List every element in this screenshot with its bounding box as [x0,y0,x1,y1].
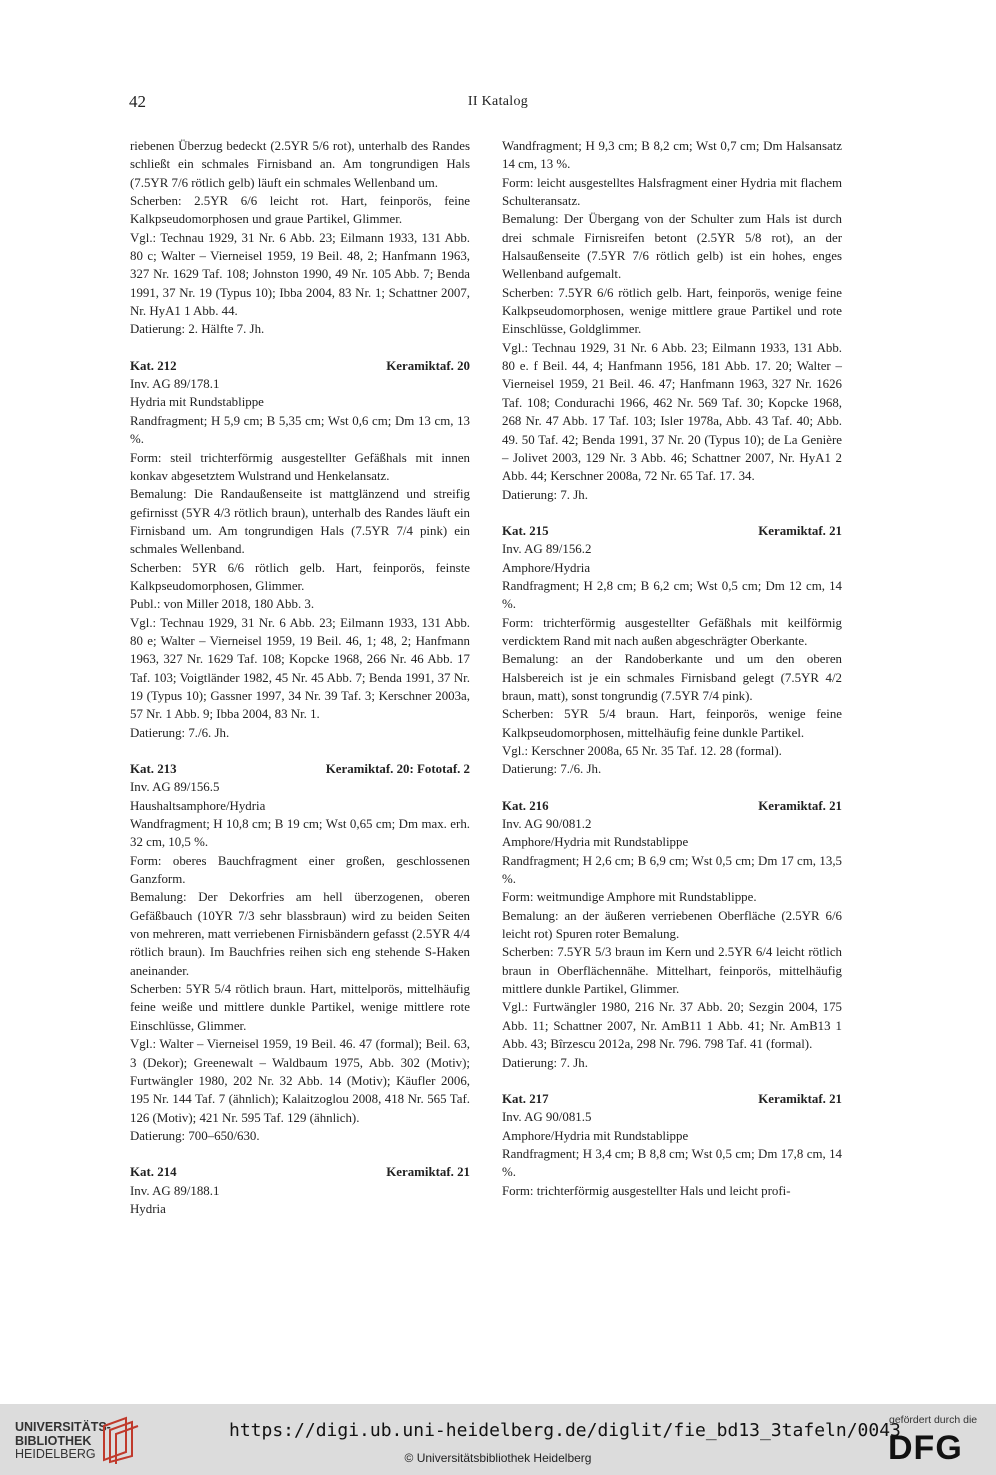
paragraph: Randfragment; H 2,8 cm; B 6,2 cm; Wst 0,5 cm; Dm 12 cm, 14 %. [502,578,842,612]
paragraph: Scherben: 7.5YR 5/3 braun im Kern und 2.5YR 6/4 leicht rötlich braun in Oberflächennähe. Mittelhart, feinporös, mittelhäufig mittlere dunkle Partikel, Glimmer. [502,945,842,997]
entry-plate-ref: Keramiktaf. 21 [758,798,842,813]
paragraph: Scherben: 5YR 5/4 rötlich braun. Hart, mittelporös, mittelhäufig feine weiße und mittlere dunkle Partikel, wenige mittlere rote Einschlüsse, Glimmer. [130,982,470,1033]
paragraph: Wandfragment; H 9,3 cm; B 8,2 cm; Wst 0,7 cm; Dm Halsansatz 14 cm, 13 %. [502,139,842,172]
paragraph: Hydria [130,1201,166,1216]
left-column [130,137,470,1218]
copyright-notice: © Universitätsbibliothek Heidelberg [404,1451,592,1465]
library-name-line2: BIBLIOTHEK [15,1433,92,1448]
entry-number: Kat. 216 [502,798,549,813]
paragraph: Inv. AG 89/178.1 [130,377,220,392]
paragraph: Randfragment; H 2,6 cm; B 6,9 cm; Wst 0,5 cm; Dm 17 cm, 13,5 %. [502,853,842,887]
paragraph: Amphore/Hydria mit Rundstablippe [502,835,689,850]
paragraph: Datierung: 700–650/630. [130,1128,260,1143]
catalog-entry-214 [130,1163,470,1218]
running-head: II Katalog [467,94,529,109]
right-column [502,137,842,1200]
dfg-logo[interactable]: DFG [888,1429,963,1467]
paragraph: Datierung: 7./6. Jh. [130,725,230,740]
entry-plate-ref: Keramiktaf. 21 [386,1165,470,1180]
entry-number: Kat. 212 [130,358,177,373]
entry-plate-ref: Keramiktaf. 21 [758,1091,842,1106]
paragraph: Inv. AG 89/156.2 [502,542,592,557]
paragraph: Inv. AG 90/081.2 [502,817,592,832]
funding-label: gefördert durch die [889,1414,978,1426]
paragraph: Datierung: 7./6. Jh. [502,762,602,777]
page-number: 42 [129,92,146,111]
paragraph: Vgl.: Furtwängler 1980, 216 Nr. 37 Abb. 20; Sezgin 2004, 175 Abb. 11; Schattner 2007, Nr. AmB11 1 Abb. 41; Nr. AmB13 1 Abb. 43; Bîrzescu 2012a, 298 Nr. 796. 798 Taf. 41 (formal). [502,1000,842,1052]
paragraph: Scherben: 7.5YR 6/6 rötlich gelb. Hart, feinporös, wenige feine Kalkpseudomorphosen, wenige mittlere graue Partikel und rote Einschlüsse, Goldglimmer. [502,285,842,337]
paragraph: Amphore/Hydria [502,560,591,575]
paragraph: Form: weitmundige Amphore mit Rundstablippe. [502,890,757,905]
paragraph: Hydria mit Rundstablippe [130,395,264,410]
paragraph: Randfragment; H 5,9 cm; B 5,35 cm; Wst 0,6 cm; Dm 13 cm, 13 %. [130,413,470,447]
continuation-block [502,137,842,504]
paragraph: Datierung: 2. Hälfte 7. Jh. [130,322,265,337]
entry-plate-ref: Keramiktaf. 20: Fototaf. 2 [325,762,470,776]
entry-heading [130,760,470,778]
paragraph: Form: trichterförmig ausgestellter Gefäßhals mit keilförmig verdicktem Rand mit nach außen abgeschrägter Oberkante. [502,615,842,648]
entry-heading [502,522,842,540]
entry-heading [502,1090,842,1108]
paragraph: Bemalung: an der Randoberkante und um den oberen Halsbereich ist je ein schmales Firnisband gelegt (7.5YR 4/2 braun, matt), sonst tongrundig (7.5YR 7/4 pink). [502,652,842,703]
paragraph: Scherben: 2.5YR 6/6 leicht rot. Hart, feinporös, feine Kalkpseudomorphosen und graue Partikel, Glimmer. [130,194,470,227]
entry-plate-ref: Keramiktaf. 20 [386,358,470,373]
paragraph: Vgl.: Kerschner 2008a, 65 Nr. 35 Taf. 12. 28 (formal). [502,744,782,758]
document-url-link[interactable]: https://digi.ub.uni-heidelberg.de/diglit/fie_bd13_3tafeln/0043 [229,1420,901,1441]
paragraph: Bemalung: an der äußeren verriebenen Oberfläche (2.5YR 6/6 leicht rot) Spuren roter Bemalung. [502,908,842,942]
paragraph: Vgl.: Technau 1929, 31 Nr. 6 Abb. 23; Eilmann 1933, 131 Abb. 80 e; Walter – Vierneisel 1959, 19 Beil. 46, 1; 48, 2; Hanfmann 1963, 327 Nr. 1629 Taf. 108; Kopcke 1968, 266 Nr. 46 Abb. 17 Taf. 103; Voigtländer 1982, 45 Nr. 45 Abb. 7; Benda 1991, 37 Nr. 19 (Typus 10); Gassner 1997, 34 Nr. 39 Taf. 3; Kerschner 2003a, 57 Nr. 1 Abb. 9; Ibba 2004, 83 Nr. 1. [130,615,470,722]
paragraph: riebenen Überzug bedeckt (2.5YR 5/6 rot), unterhalb des Randes schließt ein schmales Firnisband an. Am tongrundigen Hals (7.5YR 7/6 rötlich gelb) läuft ein schmales Wellenband um. [130,139,470,190]
paragraph: Form: trichterförmig ausgestellter Hals und leicht profi- [502,1183,791,1198]
paragraph: Haushaltsamphore/Hydria [130,798,266,813]
paragraph: Scherben: 5YR 5/4 braun. Hart, feinporös, wenige feine Kalkpseudomorphosen, mittelhäufig feine dunkle Partikel. [502,707,842,740]
paragraph: Wandfragment; H 10,8 cm; B 19 cm; Wst 0,65 cm; Dm max. erh. 32 cm, 10,5 %. [130,817,470,850]
library-name-line1: UNIVERSITÄTS- [15,1420,111,1434]
paragraph: Bemalung: Der Dekorfries am hell überzogenen, oberen Gefäßbauch (10YR 7/3 sehr blassbraun) wird zu beiden Seiten von mehreren, matt verriebenen Firnisbändern gefasst (2.5YR 4/4 rötlich braun). Im Bauchfries reihen sich eng stehende S-Haken aneinander. [130,890,470,978]
entry-number: Kat. 214 [130,1165,177,1180]
paragraph: Inv. AG 89/156.5 [130,780,220,795]
entry-heading [130,357,470,375]
entry-number: Kat. 217 [502,1091,549,1106]
library-name-line3: HEIDELBERG [15,1447,96,1461]
paragraph: Datierung: 7. Jh. [502,487,588,502]
catalog-entry-213 [130,760,470,1145]
paragraph: Publ.: von Miller 2018, 180 Abb. 3. [130,597,315,612]
intro-block [130,137,470,339]
paragraph: Vgl.: Walter – Vierneisel 1959, 19 Beil. 46. 47 (formal); Beil. 63, 3 (Dekor); Greenewalt – Waldbaum 1975, Abb. 302 (Motiv); Furtwängler 1980, 202 Nr. 32 Abb. 14 (Motiv); Käufler 2006, 195 Nr. 144 Taf. 7 (ähnlich); Kalaitzoglou 2008, 418 Nr. 565 Taf. 126 (Motiv); 421 Nr. 595 Taf. 129 (ähnlich). [130,1037,470,1125]
paragraph: Bemalung: Die Randaußenseite ist mattglänzend und streifig gefirnisst (5YR 4/3 rötlich braun), unterhalb des Randes läuft ein Firnisband um. Am tongrundigen Hals (7.5YR 7/4 pink) ein schmales Wellenband. [130,487,470,557]
paragraph: Datierung: 7. Jh. [502,1055,588,1070]
footer-bar [0,1404,996,1475]
entry-plate-ref: Keramiktaf. 21 [758,523,842,538]
entry-number: Kat. 215 [502,523,549,538]
entry-heading [130,1163,470,1181]
catalog-entry-217 [502,1090,842,1200]
paragraph: Inv. AG 89/188.1 [130,1183,220,1198]
paragraph: Bemalung: Der Übergang von der Schulter zum Hals ist durch drei schmale Firnisreifen betont (2.5YR 5/8 rot), an der Halsaußenseite (7.5YR 7/6 rötlich gelb) ist ein hohes, enges Wellenband aufgemalt. [502,212,842,282]
paragraph: Form: oberes Bauchfragment einer großen, geschlossenen Ganzform. [130,853,470,887]
paragraph: Form: leicht ausgestelltes Halsfragment einer Hydria mit flachem Schulteransatz. [502,175,842,209]
paragraph: Inv. AG 90/081.5 [502,1110,592,1125]
entry-number: Kat. 213 [130,762,177,776]
paragraph: Vgl.: Technau 1929, 31 Nr. 6 Abb. 23; Eilmann 1933, 131 Abb. 80 e. f Beil. 44, 4; Hanfmann 1956, 181 Abb. 17. 20; Walter – Vierneisel 1959, 21 Beil. 46. 47; Hanfmann 1963, 327 Nr. 1626 Taf. 108; Condurachi 1966, 462 Nr. 569 Taf. 30; Kopcke 1968, 268 Nr. 47 Abb. 17 Taf. 103; Isler 1978a, Abb. 43 Taf. 40; Abb. 49. 50 Taf. 42; Benda 1991, 37 Nr. 20 (Typus 10); de La Genière – Jolivet 2003, 129 Nr. 3 Abb. 46; Schattner 2007, Nr. HyA1 2 Abb. 44; Kerschner 2008a, 72 Nr. 65 Taf. 17. 34. [502,340,842,484]
paragraph: Scherben: 5YR 6/6 rötlich gelb. Hart, feinporös, feinste Kalkpseudomorphosen, Glimmer. [130,560,470,593]
catalog-entry-215 [502,522,842,779]
catalog-entry-216 [502,797,842,1072]
paragraph: Vgl.: Technau 1929, 31 Nr. 6 Abb. 23; Eilmann 1933, 131 Abb. 80 c; Walter – Vierneisel 1959, 19 Beil. 48, 2; Hanfmann 1963, 327 Nr. 1629 Taf. 108; Johnston 1990, 49 Nr. 105 Abb. 7; Benda 1991, 37 Nr. 19 (Typus 10); Ibba 2004, 83 Nr. 1; Schattner 2007, Nr. HyA1 1 Abb. 44. [130,230,470,319]
catalog-entry-212 [130,357,470,742]
paragraph: Amphore/Hydria mit Rundstablippe [502,1128,689,1143]
paragraph: Randfragment; H 3,4 cm; B 8,8 cm; Wst 0,5 cm; Dm 17,8 cm, 14 %. [502,1146,842,1180]
entry-heading [502,797,842,815]
paragraph: Form: steil trichterförmig ausgestellter Gefäßhals mit innen konkav abgesetztem Wulstrand und Henkelansatz. [130,450,470,483]
